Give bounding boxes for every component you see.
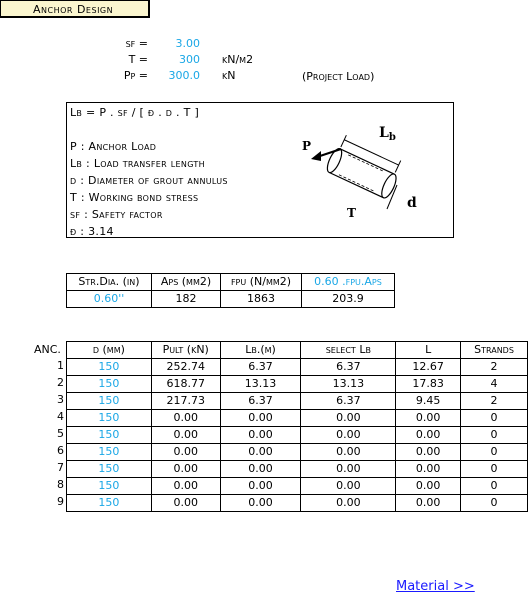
strand-cell[interactable]: 0.60'' xyxy=(67,291,152,308)
strand-header: Str.Dia. (in) xyxy=(67,274,152,291)
anchor-cell: 0.00 xyxy=(151,444,220,461)
anchor-cell: 0 xyxy=(461,444,528,461)
param-unit: kN/m2 xyxy=(222,53,254,66)
anchor-cell: 0.00 xyxy=(396,461,461,478)
anchor-cell: 0.00 xyxy=(151,478,220,495)
anchor-cell[interactable]: 150 xyxy=(67,393,152,410)
formula-line: P : Anchor Load xyxy=(70,140,157,153)
formula-line: d : Diameter of grout annulus xyxy=(70,174,228,187)
anchor-cell[interactable]: 150 xyxy=(67,461,152,478)
formula-box xyxy=(66,102,454,238)
anchor-cell: 0.00 xyxy=(220,427,301,444)
anchor-cell: 0.00 xyxy=(301,495,396,512)
anchor-header: Pult (kN) xyxy=(151,342,220,359)
anchor-cell[interactable]: 150 xyxy=(67,495,152,512)
anchor-cell: 9.45 xyxy=(396,393,461,410)
table-row xyxy=(67,359,528,376)
table-row xyxy=(67,478,528,495)
sheet-title: Anchor Design xyxy=(0,0,150,18)
formula-line: sf : Safety factor xyxy=(70,208,163,221)
param-unit: kN xyxy=(222,69,236,82)
anchor-cell: 0.00 xyxy=(301,410,396,427)
anchor-cell: 0.00 xyxy=(396,495,461,512)
anchor-cell: 0.00 xyxy=(301,478,396,495)
row-number: 3 xyxy=(57,393,64,406)
strand-cell: 182 xyxy=(152,291,221,308)
row-number: 5 xyxy=(57,427,64,440)
anchor-cell: 13.13 xyxy=(220,376,301,393)
param-label: Pp = xyxy=(123,69,148,82)
anchor-cell: 0.00 xyxy=(396,427,461,444)
anchor-cell: 618.77 xyxy=(151,376,220,393)
anchor-cell[interactable]: 150 xyxy=(67,410,152,427)
strand-table xyxy=(66,273,395,308)
anchor-cell: 0 xyxy=(461,495,528,512)
anchor-cell: 13.13 xyxy=(301,376,396,393)
strand-header: fpu (N/mm2) xyxy=(221,274,302,291)
anchor-cell: 0 xyxy=(461,461,528,478)
param-value[interactable]: 3.00 xyxy=(175,37,200,50)
anchor-cell[interactable]: 150 xyxy=(67,376,152,393)
anchor-cell: 0.00 xyxy=(220,410,301,427)
anchor-cell: 0.00 xyxy=(151,427,220,444)
table-row xyxy=(67,444,528,461)
anchor-header: Strands xyxy=(461,342,528,359)
strand-cell: 1863 xyxy=(221,291,302,308)
anchor-cell: 0.00 xyxy=(301,461,396,478)
table-row xyxy=(67,376,528,393)
anchor-cell: 0.00 xyxy=(220,444,301,461)
anchor-cell: 0.00 xyxy=(396,444,461,461)
anchor-cell: 0 xyxy=(461,427,528,444)
param-value[interactable]: 300 xyxy=(179,53,200,66)
param-label: T = xyxy=(128,53,148,66)
row-number: 9 xyxy=(57,495,64,508)
anchor-cell[interactable]: 150 xyxy=(67,444,152,461)
anchor-cell: 6.37 xyxy=(301,393,396,410)
anchor-cell: 0.00 xyxy=(301,444,396,461)
anchor-cell: 0.00 xyxy=(220,461,301,478)
anchor-cell: 217.73 xyxy=(151,393,220,410)
row-number: 7 xyxy=(57,461,64,474)
strand-cell: 203.9 xyxy=(302,291,395,308)
anchor-cell: 0 xyxy=(461,410,528,427)
table-row xyxy=(67,461,528,478)
diagram-label-t: T xyxy=(347,206,356,220)
anchor-cell[interactable]: 150 xyxy=(67,359,152,376)
strand-header: 0.60 .fpu.Aps xyxy=(302,274,395,291)
row-number: 4 xyxy=(57,410,64,423)
diagram-label-d: d xyxy=(407,195,417,211)
row-number: 8 xyxy=(57,478,64,491)
anchor-cell: 252.74 xyxy=(151,359,220,376)
anchor-cell: 0.00 xyxy=(220,478,301,495)
formula-line: Lb : Load transfer length xyxy=(70,157,205,170)
formula-line: T : Working bond stress xyxy=(70,191,199,204)
row-number: 1 xyxy=(57,359,64,372)
diagram-label-p: P xyxy=(302,139,312,153)
anchor-cell: 0.00 xyxy=(396,410,461,427)
anchor-cell: 12.67 xyxy=(396,359,461,376)
anchor-cell: 6.37 xyxy=(220,359,301,376)
table-row xyxy=(67,410,528,427)
anchor-cell: 0.00 xyxy=(396,478,461,495)
anchor-cell: 0.00 xyxy=(301,427,396,444)
diagram-label-lb: $L_b$ xyxy=(379,125,396,143)
anchor-cell: 0.00 xyxy=(151,410,220,427)
anchor-cell: 6.37 xyxy=(301,359,396,376)
anchor-cell: 0.00 xyxy=(220,495,301,512)
anchor-cell: 17.83 xyxy=(396,376,461,393)
anchor-header: L xyxy=(396,342,461,359)
anchor-cell[interactable]: 150 xyxy=(67,427,152,444)
formula-equation: Lb = P . sf / [ ð . d . T ] xyxy=(70,106,200,119)
strand-header: Aps (mm2) xyxy=(152,274,221,291)
anchor-cell: 4 xyxy=(461,376,528,393)
param-label: sf = xyxy=(125,37,148,50)
table-row xyxy=(67,393,528,410)
anchor-cell[interactable]: 150 xyxy=(67,478,152,495)
row-number: 6 xyxy=(57,444,64,457)
anchor-table xyxy=(66,341,528,512)
anchor-cell: 0.00 xyxy=(151,495,220,512)
table-row xyxy=(67,495,528,512)
anchor-cell: 0.00 xyxy=(151,461,220,478)
anchor-diagram xyxy=(299,117,429,221)
anchor-cell: 2 xyxy=(461,393,528,410)
row-number: 2 xyxy=(57,376,64,389)
anchor-cell: 2 xyxy=(461,359,528,376)
formula-line: ð : 3.14 xyxy=(70,225,114,238)
anchor-cell: 0 xyxy=(461,478,528,495)
anc-label: ANC. xyxy=(34,343,61,356)
anchor-cell: 6.37 xyxy=(220,393,301,410)
material-link[interactable]: Material >> xyxy=(396,579,475,594)
anchor-header: d (mm) xyxy=(67,342,152,359)
project-load-note: (Project Load) xyxy=(302,70,375,83)
anchor-header: Lb.(m) xyxy=(220,342,301,359)
param-value[interactable]: 300.0 xyxy=(168,69,200,82)
anchor-header: select Lb xyxy=(301,342,396,359)
table-row xyxy=(67,427,528,444)
